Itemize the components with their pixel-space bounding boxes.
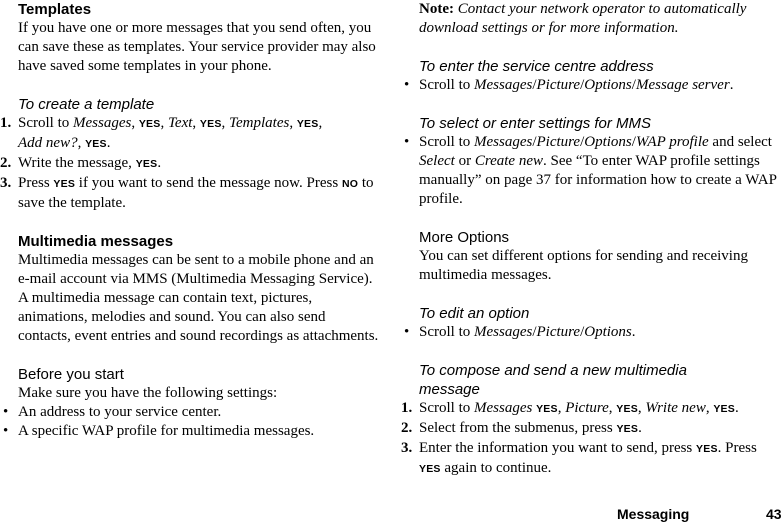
yes-key: YES: [53, 178, 76, 190]
page-footer: [0, 505, 784, 524]
yes-key: YES: [696, 443, 718, 455]
service-centre-heading: To enter the service centre address: [419, 58, 654, 75]
yes-key: YES: [85, 138, 107, 150]
note: [401, 0, 784, 38]
yes-key: YES: [135, 158, 158, 170]
list-item: • A specific WAP profile for multimedia messages.: [3, 423, 315, 439]
yes-key: YES: [199, 118, 222, 130]
create-step-2: 2. Write the message, YES.: [0, 155, 162, 171]
create-template-heading: To create a template: [18, 96, 155, 113]
templates-body: If you have one or more messages that you send often, you can save these as templates. Your service provider may also have saved some templates in your phone.: [18, 20, 376, 74]
yes-key: YES: [296, 118, 319, 130]
yes-key: YES: [138, 118, 161, 130]
yes-key: YES: [419, 463, 441, 475]
left-column: [0, 0, 382, 441]
section-name: Messaging: [617, 506, 690, 522]
yes-key: YES: [536, 403, 558, 415]
list-item: • An address to your service center.: [3, 404, 222, 420]
note-label: Note:: [419, 1, 458, 17]
edit-option-heading: To edit an option: [419, 305, 530, 322]
before-start-body: Make sure you have the following settings:: [18, 385, 278, 401]
yes-key: YES: [713, 403, 735, 415]
list-item: • Scroll to Messages/Picture/Options.: [404, 324, 636, 340]
more-options-body: You can set different options for sending and receiving multimedia messages.: [419, 248, 748, 283]
templates-heading: Templates: [18, 1, 92, 18]
before-start-heading: Before you start: [18, 366, 124, 383]
compose-step-3: 3. Enter the information you want to send, press YES. Press YES again to continue.: [401, 440, 757, 476]
list-item: • Scroll to Messages/Picture/Options/Message server.: [404, 77, 734, 93]
yes-key: YES: [616, 423, 639, 435]
note-text: Contact your network operator to automatically download settings or for more information.: [419, 1, 747, 36]
compose-heading: To compose and send a new multimedia message: [419, 362, 687, 398]
page-number: 43: [766, 506, 782, 522]
create-step-1: 1. Scroll to Messages, YES, Text, YES, Templates, YES, Add new?, YES.: [0, 115, 323, 151]
more-options-heading: More Options: [419, 229, 510, 246]
create-step-3: 3. Press YES if you want to send the message now. Press NO to save the template.: [0, 175, 374, 211]
right-column: [401, 0, 784, 479]
list-item: • Scroll to Messages/Picture/Options/WAP profile and select Select or Create new. See “To enter WAP profile settings manually” on page 37 for information how to create a WAP profile.: [404, 134, 777, 207]
compose-step-2: 2. Select from the submenus, press YES.: [401, 420, 642, 436]
no-key: NO: [341, 178, 359, 190]
mms-settings-heading: To select or enter settings for MMS: [419, 115, 652, 132]
multimedia-body: Multimedia messages can be sent to a mobile phone and an e-mail account via MMS (Multimedia Messaging Service). A multimedia message can contain text, pictures, animations, melodies and sound. You can also send contacts, event entries and sound recordings as attachments.: [18, 252, 379, 344]
compose-step-1: 1. Scroll to Messages YES, Picture, YES, Write new, YES.: [401, 400, 739, 416]
yes-key: YES: [616, 403, 638, 415]
multimedia-heading: Multimedia messages: [18, 233, 174, 250]
